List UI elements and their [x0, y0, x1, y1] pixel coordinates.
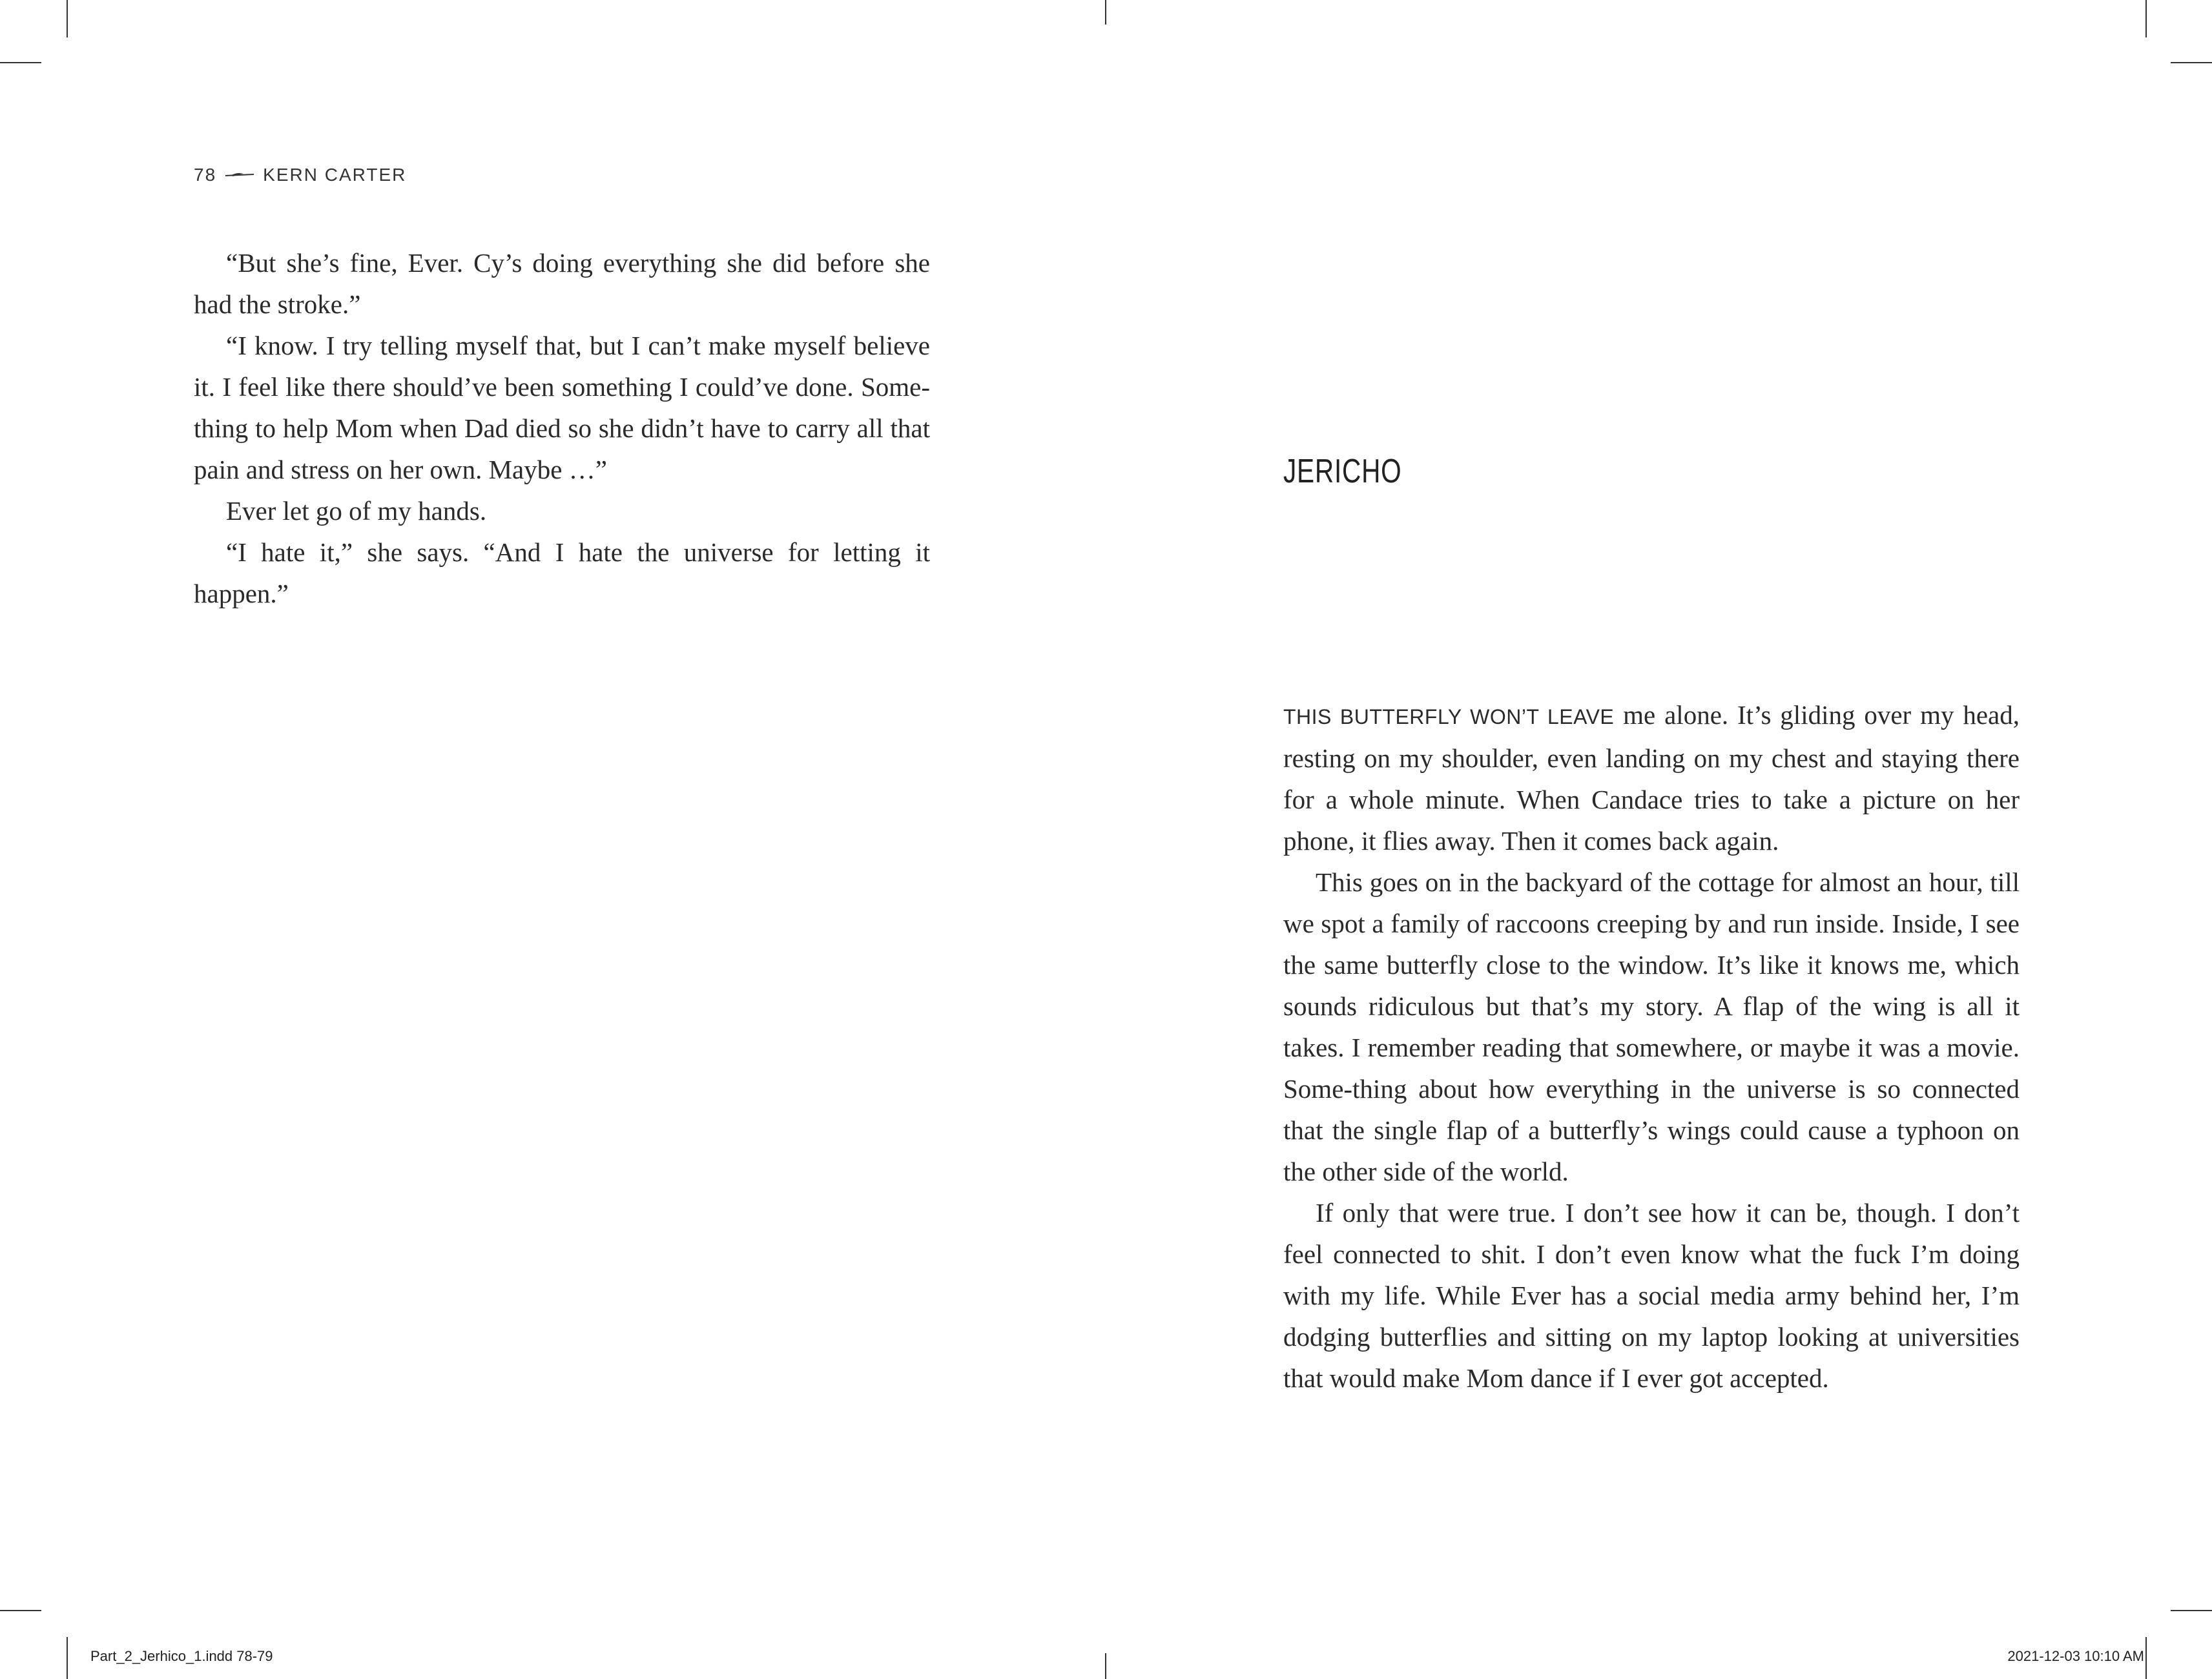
running-head — [194, 165, 406, 185]
crop-mark — [1105, 0, 1106, 25]
paragraph: “I hate it,” she says. “And I hate the universe for letting it happen.” — [194, 537, 930, 608]
crop-mark — [2145, 0, 2147, 37]
crop-mark — [67, 0, 68, 37]
slug-file-info: Part_2_Jerhico_1.indd 78-79 — [90, 1648, 273, 1664]
crop-mark — [67, 1637, 68, 1679]
opening-rest: me alone. It’s gliding over my head, resting on my shoulder, even landing on my chest and staying there for a whole minute. When Candace tries to take a picture on her phone, it flies away. Then it comes back again. — [1283, 700, 2020, 856]
crop-mark — [2171, 62, 2212, 63]
page-number: 78 — [194, 165, 217, 185]
paragraph: Ever let go of my hands. — [226, 496, 487, 526]
right-page-text — [1283, 694, 2020, 1399]
chapter-title: JERICHO — [1283, 453, 1402, 490]
crop-mark — [2171, 1610, 2212, 1611]
crop-mark — [1105, 1653, 1106, 1679]
paragraph: “I know. I try telling myself that, but I can’t make myself believe it. I feel like there should’ve been something I could’ve done. Some-thing to help Mom when Dad died so she didn’t have to carry all that pain and stress on her own. Maybe …” — [194, 331, 930, 484]
crop-mark — [2145, 1637, 2147, 1679]
left-page-text — [194, 242, 930, 614]
paragraph: If only that were true. I don’t see how it can be, though. I don’t feel connected to shit. I don’t even know what the fuck I’m doing with my life. While Ever has a social media army behind her, I’m dodging butterflies and sitting on my laptop looking at universities that would make Mom dance if I ever got accepted. — [1283, 1198, 2020, 1393]
feather-ornament-icon — [224, 170, 255, 180]
opening-paragraph — [1283, 694, 2020, 861]
paragraph: This goes on in the backyard of the cottage for almost an hour, till we spot a family of raccoons creeping by and run inside. Inside, I see the same butterfly close to the window. It’s like it knows me, which sounds ridiculous but that’s my story. A flap of the wing is all it takes. I remember reading that somewhere, or maybe it was a movie. Some-thing about how everything in the universe is so connected that the single flap of a butterfly’s wings could cause a typhoon on the other side of the world. — [1283, 867, 2020, 1186]
author-name: KERN CARTER — [263, 165, 407, 185]
crop-mark — [0, 1610, 41, 1611]
slug-datetime: 2021-12-03 10:10 AM — [2007, 1648, 2144, 1664]
opening-smallcaps: THIS BUTTERFLY WON’T LEAVE — [1283, 705, 1615, 728]
paragraph: “But she’s fine, Ever. Cy’s doing everything she did before she had the stroke.” — [194, 248, 930, 319]
crop-mark — [0, 62, 41, 63]
